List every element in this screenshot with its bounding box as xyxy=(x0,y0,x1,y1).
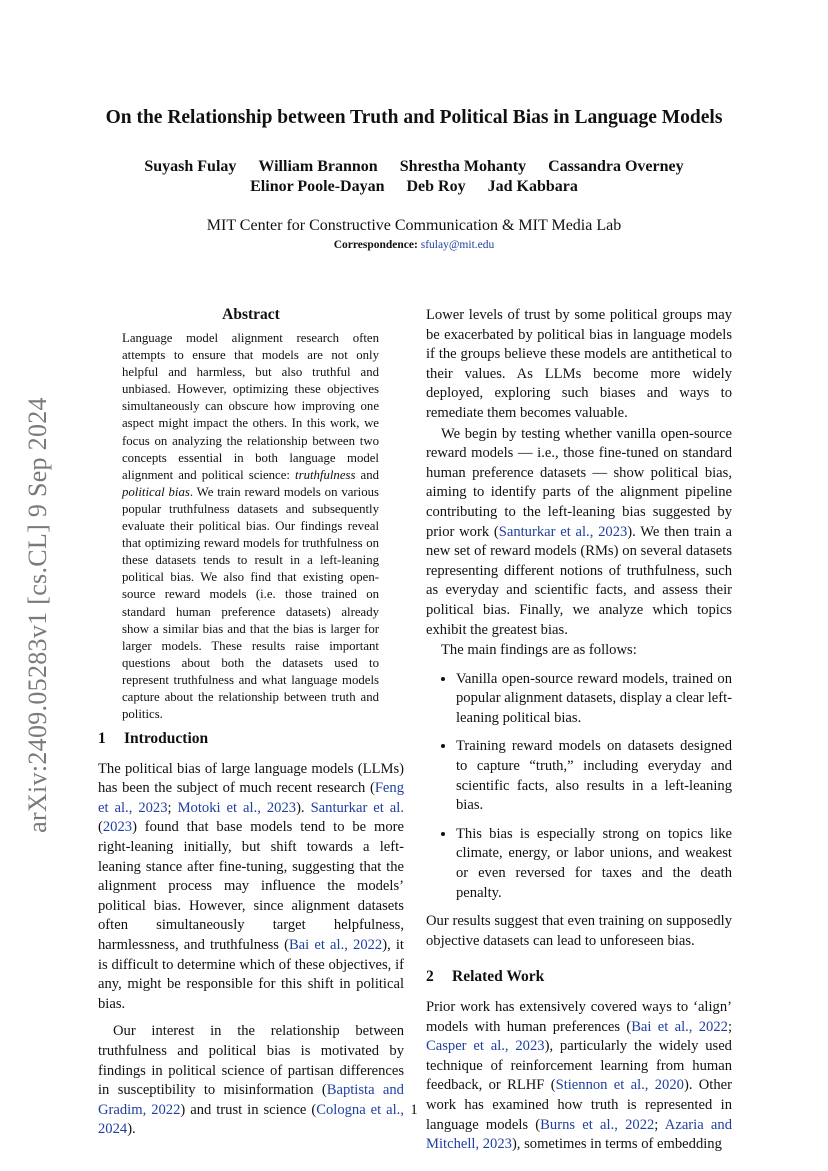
introduction-section xyxy=(98,729,404,1140)
arxiv-identifier-text: arXiv:2409.05283v1 [cs.CL] 9 Sep 2024 xyxy=(23,397,53,833)
abstract-text: and xyxy=(355,467,380,482)
paragraph xyxy=(98,760,404,1015)
author-name: Deb Roy xyxy=(406,178,466,195)
citation-link[interactable]: Stiennon et al., 2020 xyxy=(555,1077,684,1094)
citation-link[interactable]: Cologna et al., 2024 xyxy=(98,1101,404,1138)
text: ; xyxy=(727,1018,733,1035)
correspondence-label: Correspondence: xyxy=(333,239,418,251)
abstract-emphasis-political-bias: political bias xyxy=(122,484,190,499)
text: ), it is difficult to determine which of these objectives, if any, might be responsible for this shift in political bias. xyxy=(98,936,404,1012)
author-list xyxy=(60,157,768,197)
abstract-emphasis-truthfulness: truthfulness xyxy=(295,467,356,482)
paper-title: On the Relationship between Truth and Political Bias in Language Models xyxy=(105,107,723,128)
abstract-text: . We train reward models on various popular truthfulness datasets and subsequently evaluate their political bias. Our findings reveal that optimizing reward models for truthfulness on these datasets tends to result in a left-leaning political bias. We also find that existing open-source reward models (i.e. those trained on standard human preference datasets) already show a similar bias and that the bias is larger for larger models. These results raise important questions about both the datasets used to represent truthfulness and what language models capture about the relationship between truth and politics. xyxy=(122,484,379,722)
section-heading-related-work xyxy=(426,967,732,987)
paragraph xyxy=(426,998,732,1155)
text: ) and trust in science ( xyxy=(180,1101,317,1118)
author-name: William Brannon xyxy=(258,158,378,175)
text: We begin by testing whether vanilla open-source reward models — i.e., those fine-tuned on standard human preference datasets — show political bias, aiming to identify parts of the alignment pipeline contributing to the left-leaning bias suggested by prior work ( xyxy=(426,425,732,540)
citation-link[interactable]: Casper et al., 2023 xyxy=(426,1038,545,1055)
text: ), particularly the widely used technique of reinforcement learning from human feedback, or RLHF ( xyxy=(426,1038,732,1094)
section-heading-introduction xyxy=(98,729,404,749)
citation-link[interactable]: Baptista and Gradim, 2022 xyxy=(98,1082,404,1118)
citation-link[interactable]: Santurkar et al. xyxy=(310,799,404,816)
abstract-body xyxy=(122,330,379,723)
section-title: Introduction xyxy=(124,730,209,747)
list-item: • Training reward models on datasets designed to capture “truth,” including everyday and scientific facts, also results in a left-leaning bias. xyxy=(456,737,732,815)
findings-list xyxy=(426,670,732,904)
text: ). We then train a new set of reward models (RMs) on several datasets representing different notions of truthfulness, such as everyday and scientific facts, and assess their political bias. Finally, we analyze which topics exhibit the greatest bias. xyxy=(426,523,732,638)
citation-link[interactable]: Azaria and Mitchell, 2023 xyxy=(426,1116,732,1153)
citation-link[interactable]: Santurkar et al., 2023 xyxy=(498,523,628,540)
text: ). xyxy=(296,799,311,816)
citation-link[interactable]: Bai et al., 2022 xyxy=(288,936,383,953)
text: The political bias of large language models (LLMs) has been the subject of much recent research ( xyxy=(98,760,404,797)
citation-link[interactable]: 2023 xyxy=(102,819,133,836)
list-item: • This bias is especially strong on topics like climate, energy, or labor unions, and weakest or even reversed for taxes and the death penalty. xyxy=(456,825,732,903)
section-number: 2 xyxy=(426,968,434,986)
section-title: Related Work xyxy=(452,968,545,986)
abstract-text: Language model alignment research often attempts to ensure that models are not only helpful and harmless, but also truthful and unbiased. However, optimizing these objectives simultaneously can obscure how improving one aspect might impact the others. In this work, we focus on analyzing the relationship between two concepts essential in both language model alignment and political science: xyxy=(122,331,379,482)
text: ). Other work has examined how truth is represented in language models ( xyxy=(426,1077,733,1133)
paragraph: The main findings are as follows: xyxy=(441,642,637,659)
author-name: Shrestha Mohanty xyxy=(399,158,527,175)
affiliation: MIT Center for Constructive Communication & MIT Media Lab xyxy=(206,217,622,234)
citation-link[interactable]: Motoki et al., 2023 xyxy=(177,799,297,816)
list-item: • Vanilla open-source reward models, trained on popular alignment datasets, display a clear left-leaning political bias. xyxy=(456,670,732,729)
author-name: Jad Kabbara xyxy=(487,178,578,195)
abstract-heading: Abstract xyxy=(222,306,280,323)
arxiv-identifier-stamp xyxy=(16,375,60,855)
text: ; xyxy=(167,799,178,816)
citation-link[interactable]: Bai et al., 2022 xyxy=(631,1018,728,1035)
text: ). xyxy=(127,1121,136,1138)
author-line-2 xyxy=(60,177,768,197)
text: ) found that base models tend to be more right-leaning initially, but shift towards a left-leaning stance after fine-tuning, suggesting that the alignment process may influence the models’ political bias. However, since alignment datasets often simultaneously target helpfulness, harmlessness, and truthfulness ( xyxy=(98,819,404,953)
text: ; xyxy=(654,1116,665,1133)
email-link[interactable]: sfulay@mit.edu xyxy=(420,239,495,251)
citation-link[interactable]: Feng et al., 2023 xyxy=(98,780,404,816)
paragraph: Our results suggest that even training on supposedly objective datasets can lead to unforeseen bias. xyxy=(426,913,732,949)
text: ), sometimes in terms of embedding xyxy=(511,1136,722,1153)
paragraph xyxy=(98,1022,404,1140)
author-name: Suyash Fulay xyxy=(144,158,237,175)
author-name: Cassandra Overney xyxy=(548,158,684,175)
citation-link[interactable]: Burns et al., 2022 xyxy=(540,1116,655,1133)
text: ( xyxy=(98,819,103,836)
text: Prior work has extensively covered ways to ‘align’ models with human preferences ( xyxy=(426,999,732,1035)
correspondence xyxy=(60,238,768,252)
author-line-1 xyxy=(60,157,768,177)
author-name: Elinor Poole-Dayan xyxy=(250,178,385,195)
text: Our interest in the relationship between truthfulness and political bias is motivated by findings in political science of partisan differences in susceptibility to misinformation ( xyxy=(98,1023,404,1099)
section-number: 1 xyxy=(98,730,106,747)
right-column xyxy=(426,306,732,1155)
page-number: 1 xyxy=(410,1102,418,1118)
paragraph xyxy=(426,425,732,641)
paragraph: Lower levels of trust by some political groups may be exacerbated by political bias in language models if the groups believe these models are antithetical to their values. As LLMs become more widely deployed, exploring such biases and ways to remediate them becomes valuable. xyxy=(426,307,732,421)
